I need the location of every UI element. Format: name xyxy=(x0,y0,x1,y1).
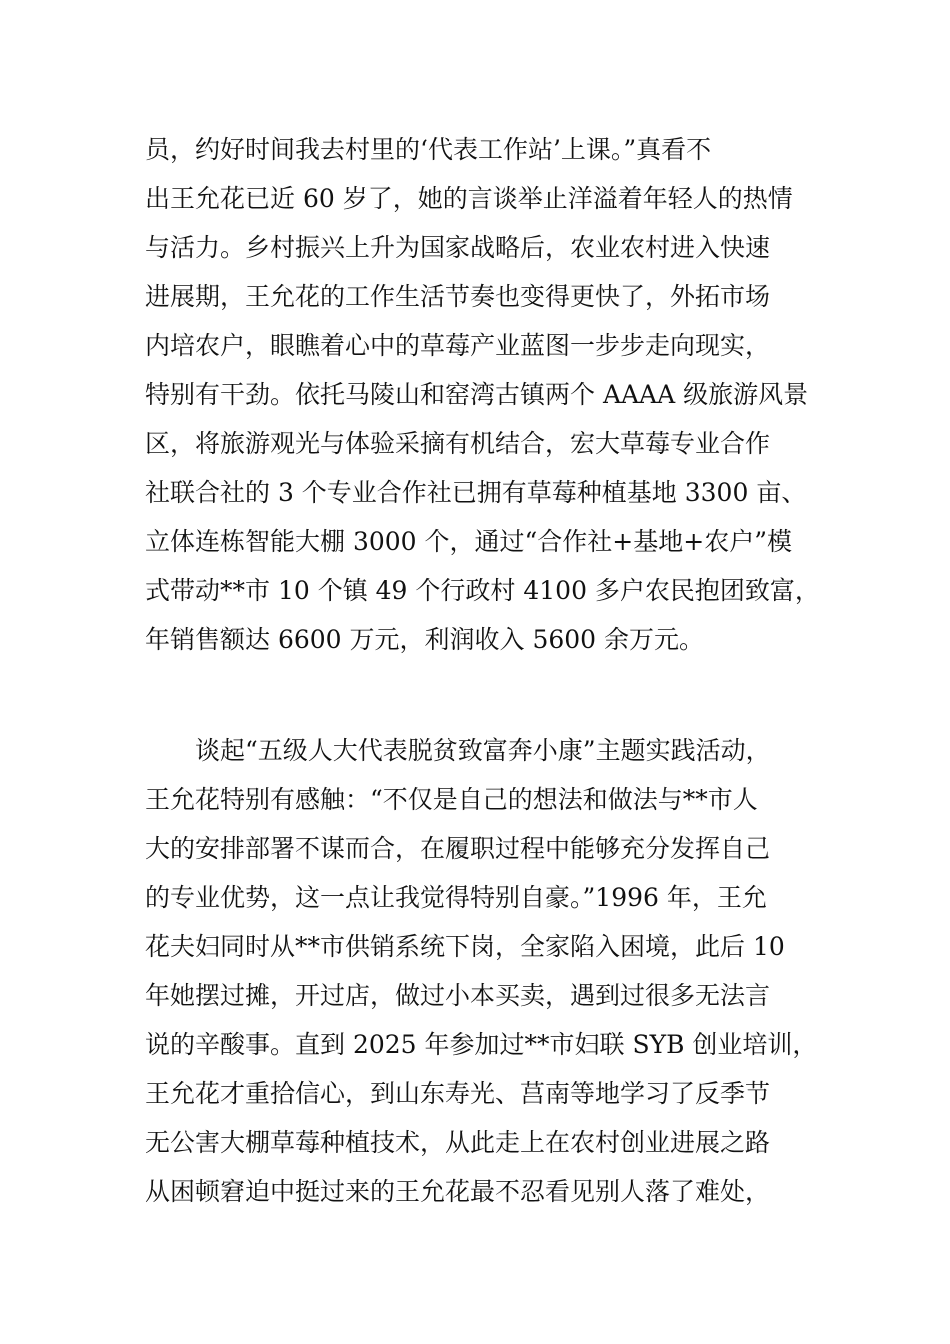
text-line: 与活力。乡村振兴上升为国家战略后，农业农村进入快速 xyxy=(145,233,771,262)
text-line: 特别有干劲。依托马陵山和窑湾古镇两个 AAAA 级旅游风景 xyxy=(145,380,809,409)
text-line: 员，约好时间我去村里的‘代表工作站’上课。”真看不 xyxy=(145,135,712,164)
text-line: 王允花特别有感触：“不仅是自己的想法和做法与**市人 xyxy=(145,785,758,814)
text-line: 从困顿窘迫中挺过来的王允花最不忍看见别人落了难处， xyxy=(145,1177,771,1206)
text-line: 区，将旅游观光与体验采摘有机结合，宏大草莓专业合作 xyxy=(145,429,771,458)
text-line: 无公害大棚草莓种植技术，从此走上在农村创业进展之路 xyxy=(145,1128,771,1157)
text-line: 式带动**市 10 个镇 49 个行政村 4100 多户农民抱团致富， xyxy=(145,576,820,605)
text-line-indented: 谈起“五级人大代表脱贫致富奔小康”主题实践活动， xyxy=(195,736,771,765)
text-line: 花夫妇同时从**市供销系统下岗，全家陷入困境，此后 10 xyxy=(145,932,785,961)
text-line: 进展期，王允花的工作生活节奏也变得更快了，外拓市场 xyxy=(145,282,771,311)
text-line: 出王允花已近 60 岁了，她的言谈举止洋溢着年轻人的热情 xyxy=(145,184,793,213)
text-line: 立体连栋智能大棚 3000 个，通过“合作社+基地+农户”模 xyxy=(145,527,792,556)
text-line: 说的辛酸事。直到 2025 年参加过**市妇联 SYB 创业培训， xyxy=(145,1030,818,1059)
text-line: 内培农户，眼瞧着心中的草莓产业蓝图一步步走向现实， xyxy=(145,331,771,360)
text-line: 年她摆过摊，开过店，做过小本买卖，遇到过很多无法言 xyxy=(145,981,771,1010)
text-line: 社联合社的 3 个专业合作社已拥有草莓种植基地 3300 亩、 xyxy=(145,478,807,507)
text-line: 王允花才重拾信心，到山东寿光、莒南等地学习了反季节 xyxy=(145,1079,771,1108)
text-line: 的专业优势，这一点让我觉得特别自豪。”1996 年，王允 xyxy=(145,883,767,912)
text-line: 大的安排部署不谋而合，在履职过程中能够充分发挥自己 xyxy=(145,834,771,863)
text-line: 年销售额达 6600 万元，利润收入 5600 余万元。 xyxy=(145,625,705,654)
